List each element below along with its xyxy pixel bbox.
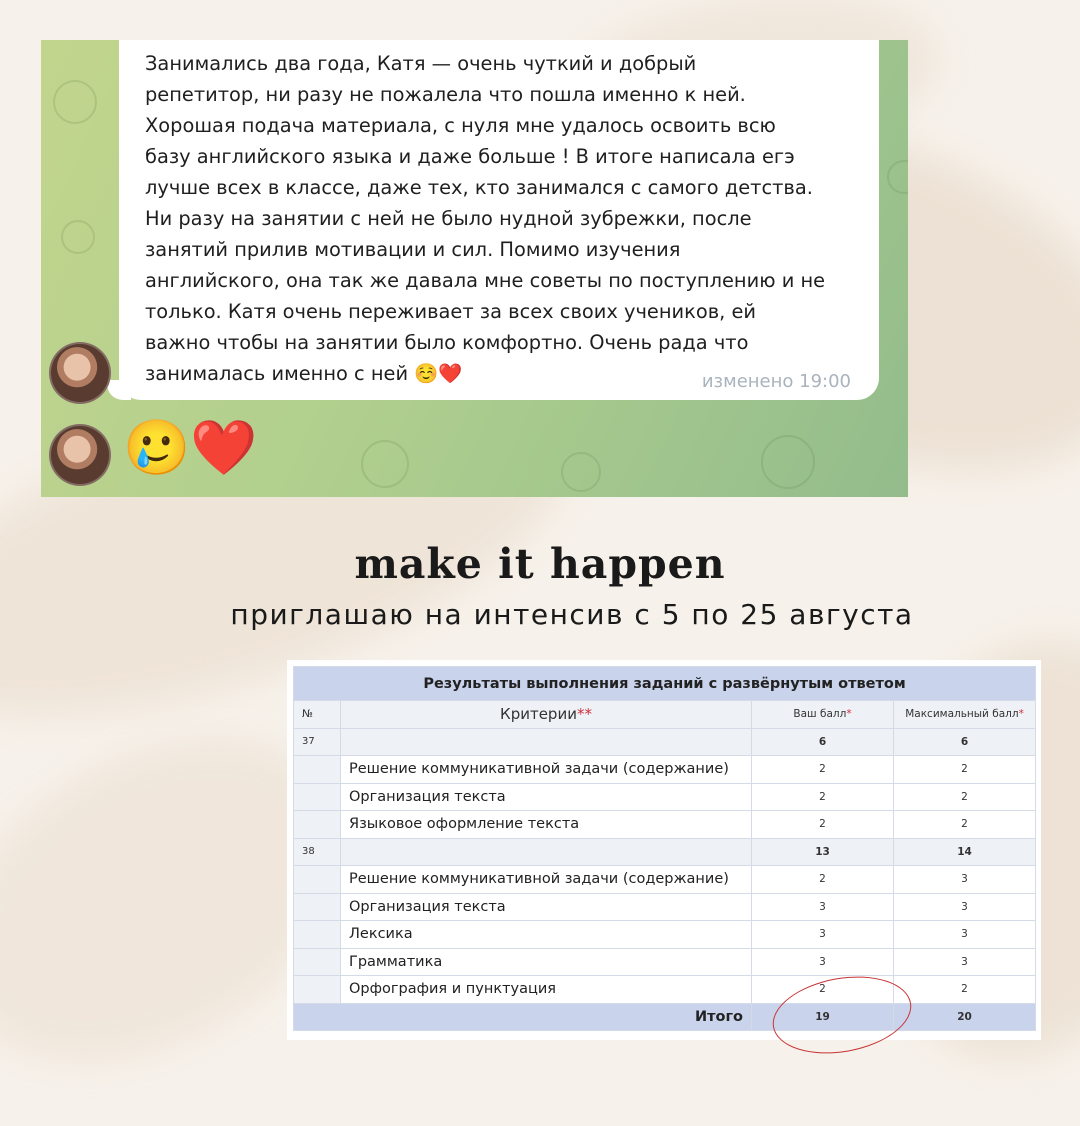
message-line: репетитор, ни разу не пожалела что пошла именно к ней.: [145, 83, 746, 106]
doodle-decoration: [761, 435, 815, 489]
table-row: [294, 948, 1036, 976]
message-edited-time: изменено 19:00: [701, 371, 851, 392]
header-your-score-label: Ваш балл: [793, 708, 847, 721]
results-table-screenshot: [287, 660, 1041, 1040]
header-max-score-mark: *: [1018, 708, 1024, 721]
table-row: [294, 976, 1036, 1004]
row-criterion: Организация текста: [341, 893, 752, 921]
doodle-decoration: [61, 220, 95, 254]
message-line: Ни разу на занятии с ней не было нудной зубрежки, после: [145, 207, 752, 230]
row-score: 2: [752, 783, 894, 811]
row-max-score: 2: [894, 783, 1036, 811]
row-max-score: 3: [894, 948, 1036, 976]
table-row: [294, 893, 1036, 921]
row-criterion: [341, 838, 752, 866]
row-max-score: 14: [894, 838, 1036, 866]
header-num: №: [294, 701, 341, 729]
row-score: 3: [752, 893, 894, 921]
message-line: занятий прилив мотивации и сил. Помимо изучения: [145, 238, 681, 261]
row-num: [294, 948, 341, 976]
row-num: [294, 976, 341, 1004]
row-criterion: Языковое оформление текста: [341, 811, 752, 839]
row-score: 2: [752, 866, 894, 894]
row-num: 38: [294, 838, 341, 866]
row-num: [294, 866, 341, 894]
row-max-score: 2: [894, 811, 1036, 839]
header-criteria-label: Критерии: [500, 705, 577, 724]
doodle-decoration: [561, 452, 601, 492]
row-criterion: Лексика: [341, 921, 752, 949]
table-row: [294, 866, 1036, 894]
doodle-decoration: [361, 440, 409, 488]
row-max-score: 2: [894, 756, 1036, 784]
header-criteria: [341, 701, 752, 729]
message-line: базу английского языка и даже больше ! В итоге написала егэ: [145, 145, 795, 168]
header-your-score: [752, 701, 894, 729]
avatar[interactable]: [49, 342, 111, 404]
row-max-score: 6: [894, 728, 1036, 756]
row-score: 2: [752, 811, 894, 839]
row-num: [294, 756, 341, 784]
row-criterion: [341, 728, 752, 756]
row-criterion: Решение коммуникативной задачи (содержание): [341, 756, 752, 784]
doodle-decoration: [887, 160, 908, 194]
message-line: важно чтобы на занятии было комфортно. Очень рада что: [145, 331, 749, 354]
table-caption: Результаты выполнения заданий с развёрнутым ответом: [294, 667, 1036, 701]
row-max-score: 2: [894, 976, 1036, 1004]
row-score: 2: [752, 976, 894, 1004]
avatar[interactable]: [49, 424, 111, 486]
row-num: [294, 893, 341, 921]
row-criterion: Организация текста: [341, 783, 752, 811]
row-num: 37: [294, 728, 341, 756]
row-num: [294, 921, 341, 949]
message-reactions[interactable]: 🥲❤️: [123, 416, 258, 479]
row-num: [294, 811, 341, 839]
row-max-score: 3: [894, 921, 1036, 949]
message-line: занималась именно с ней ☺️❤️: [145, 362, 463, 385]
header-max-score-label: Максимальный балл: [905, 708, 1019, 721]
table-row: [294, 921, 1036, 949]
table-row: [294, 728, 1036, 756]
message-bubble[interactable]: [119, 40, 879, 400]
headline: make it happen: [354, 540, 726, 588]
row-score: 2: [752, 756, 894, 784]
row-max-score: 3: [894, 866, 1036, 894]
results-table: [293, 666, 1036, 1031]
row-num: [294, 783, 341, 811]
message-text: [145, 48, 853, 389]
total-label: Итого: [294, 1003, 752, 1031]
subline: приглашаю на интенсив с 5 по 25 августа: [230, 598, 914, 631]
row-score: 3: [752, 948, 894, 976]
row-score: 13: [752, 838, 894, 866]
header-your-score-mark: *: [846, 708, 852, 721]
total-max-score: 20: [894, 1003, 1036, 1031]
message-line: только. Катя очень переживает за всех своих учеников, ей: [145, 300, 757, 323]
doodle-decoration: [53, 80, 97, 124]
message-line: английского, она так же давала мне советы по поступлению и не: [145, 269, 826, 292]
total-score: 19: [752, 1003, 894, 1031]
row-criterion: Грамматика: [341, 948, 752, 976]
table-row: [294, 838, 1036, 866]
chat-screenshot: [41, 40, 908, 497]
header-criteria-mark: **: [576, 705, 592, 724]
message-line: Занимались два года, Катя — очень чуткий и добрый: [145, 52, 697, 75]
table-row: [294, 783, 1036, 811]
total-row: [294, 1003, 1036, 1031]
row-score: 6: [752, 728, 894, 756]
row-criterion: Орфография и пунктуация: [341, 976, 752, 1004]
row-max-score: 3: [894, 893, 1036, 921]
row-criterion: Решение коммуникативной задачи (содержание): [341, 866, 752, 894]
table-row: [294, 811, 1036, 839]
row-score: 3: [752, 921, 894, 949]
table-row: [294, 756, 1036, 784]
message-line: Хорошая подача материала, с нуля мне удалось освоить всю: [145, 114, 776, 137]
message-line: лучше всех в классе, даже тех, кто занимался с самого детства.: [145, 176, 813, 199]
header-max-score: [894, 701, 1036, 729]
